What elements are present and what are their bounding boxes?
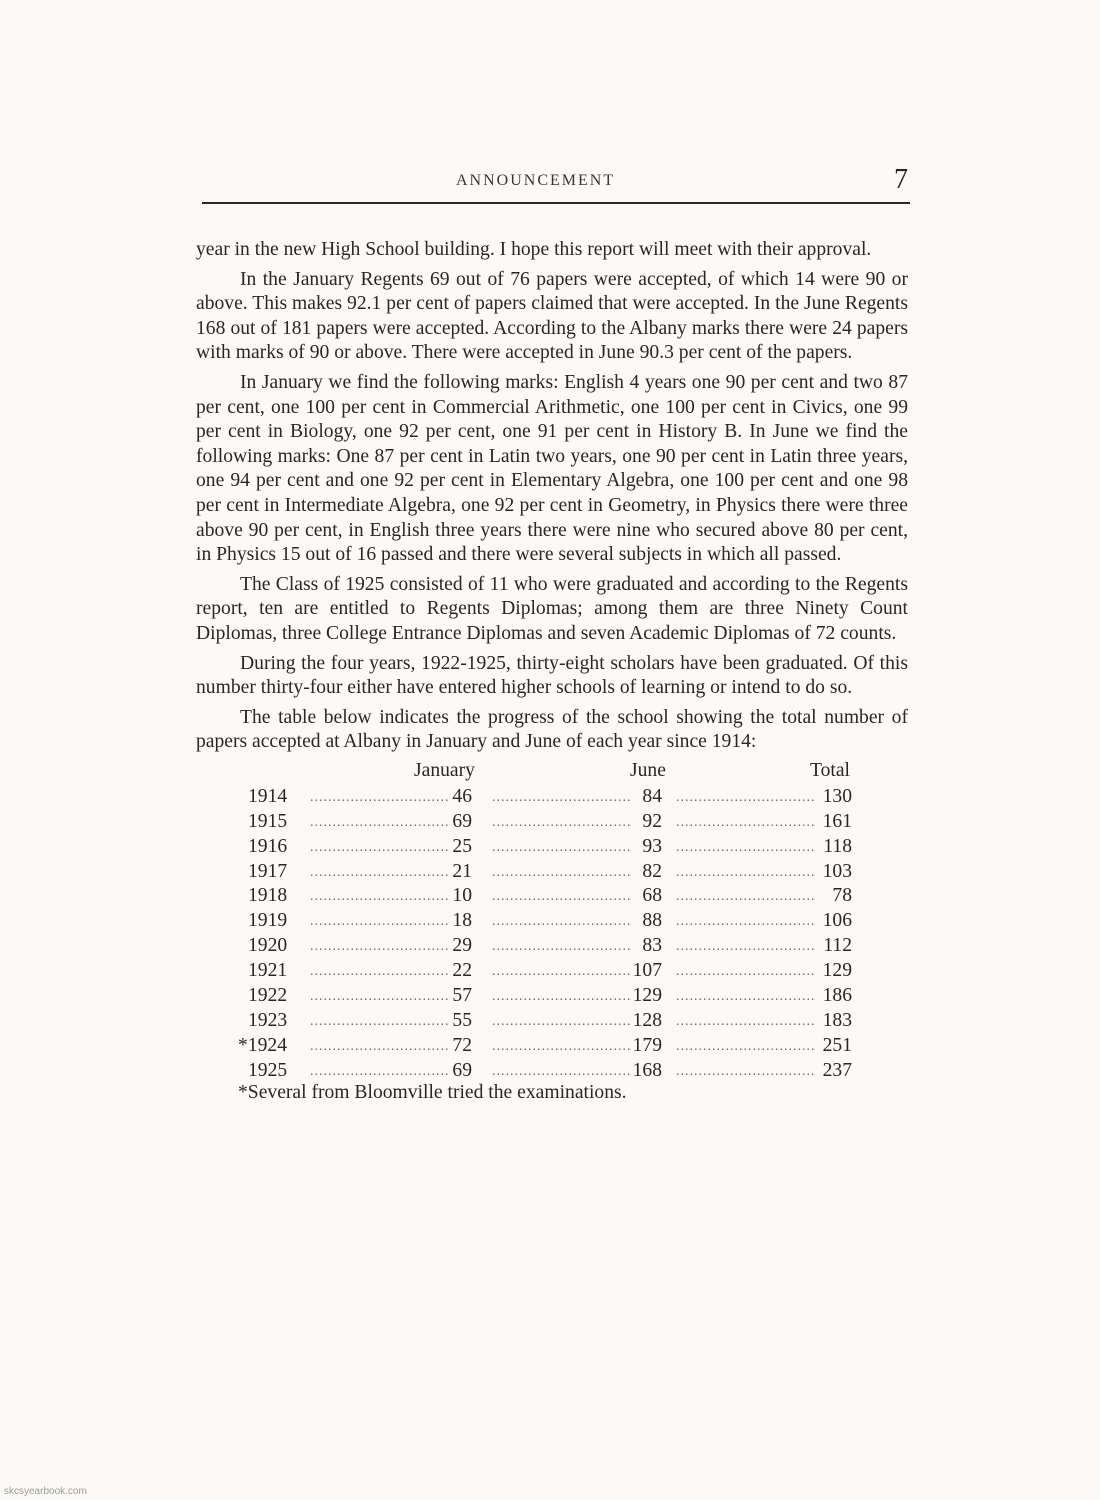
leader-dots: ............................... xyxy=(676,989,816,1005)
total-cell: 103 xyxy=(822,860,852,882)
june-cell: 107 xyxy=(632,960,662,982)
june-cell: 128 xyxy=(632,1009,662,1031)
total-cell: 112 xyxy=(823,935,852,957)
leader-dots: ............................... xyxy=(310,814,450,830)
leader-dots: ............................... xyxy=(676,889,816,905)
body-text xyxy=(196,238,908,755)
january-cell: 21 xyxy=(452,860,472,882)
total-cell: 251 xyxy=(822,1034,852,1056)
january-cell: 18 xyxy=(452,910,472,932)
table-row xyxy=(196,811,908,836)
paragraph: In the January Regents 69 out of 76 papers were accepted, of which 14 were 90 or above. This makes 92.1 per cent of papers claimed that were accepted. In the June Regents 168 out of 181 papers were accepted. According to the Albany marks there were 24 papers with marks of 90 or above. There were accepted in June 90.3 per cent of the papers. xyxy=(196,268,908,364)
paragraph: In January we find the following marks: English 4 years one 90 per cent and two 87 per cent, one 100 per cent in Commercial Arithmetic, one 100 per cent in Civics, one 99 per cent in Biology, one 92 per cent, one 91 per cent in History B. In June we find the following marks: One 87 per cent in Latin two years, one 90 per cent in Latin three years, one 94 per cent and one 92 per cent in Elementary Algebra, one 100 per cent and one 98 per cent in Intermediate Algebra, one 92 per cent in Geometry, in Physics there were three above 90 per cent, in English three years there were nine who secured above 80 per cent, in Physics 15 out of 16 passed and there were several subjects in which all passed. xyxy=(196,371,908,566)
leader-dots: ............................... xyxy=(492,789,632,805)
leader-dots: ............................... xyxy=(492,1038,632,1054)
header-rule xyxy=(202,202,910,204)
june-cell: 129 xyxy=(632,985,662,1007)
leader-dots: ............................... xyxy=(492,989,632,1005)
page-header xyxy=(196,166,908,200)
total-cell: 78 xyxy=(832,885,852,907)
leader-dots: ............................... xyxy=(310,839,450,855)
leader-dots: ............................... xyxy=(310,864,450,880)
page-number: 7 xyxy=(894,164,908,195)
paragraph: During the four years, 1922-1925, thirty-eight scholars have been graduated. Of this number thirty-four either have entered higher schools of learning or intend to do so. xyxy=(196,652,908,699)
year-cell: 1917 xyxy=(248,860,288,882)
table-row xyxy=(196,985,908,1010)
table-row xyxy=(196,885,908,910)
leader-dots: ............................... xyxy=(676,914,816,930)
june-cell: 179 xyxy=(632,1034,662,1056)
total-cell: 237 xyxy=(822,1059,852,1081)
leader-dots: ............................... xyxy=(492,939,632,955)
year-cell: 1919 xyxy=(248,910,288,932)
leader-dots: ............................... xyxy=(310,914,450,930)
year-cell: 1915 xyxy=(248,810,288,832)
year-cell: *1924 xyxy=(238,1034,287,1056)
leader-dots: ............................... xyxy=(310,1063,450,1079)
table-row xyxy=(196,960,908,985)
year-cell: 1914 xyxy=(248,785,288,807)
total-cell: 129 xyxy=(822,960,852,982)
total-cell: 186 xyxy=(822,985,852,1007)
year-cell: 1922 xyxy=(248,985,288,1007)
june-cell: 84 xyxy=(642,785,662,807)
january-cell: 29 xyxy=(452,935,472,957)
total-cell: 183 xyxy=(822,1009,852,1031)
year-cell: 1920 xyxy=(248,935,288,957)
table-row xyxy=(196,836,908,861)
january-cell: 46 xyxy=(452,785,472,807)
january-cell: 72 xyxy=(452,1034,472,1056)
january-cell: 57 xyxy=(452,985,472,1007)
year-cell: 1916 xyxy=(248,835,288,857)
paragraph: year in the new High School building. I hope this report will meet with their approval. xyxy=(196,239,872,260)
document-page xyxy=(196,164,908,1103)
header-june: June xyxy=(630,759,666,781)
table-row xyxy=(196,861,908,886)
leader-dots: ............................... xyxy=(492,1013,632,1029)
leader-dots: ............................... xyxy=(310,789,450,805)
january-cell: 22 xyxy=(452,960,472,982)
january-cell: 25 xyxy=(452,835,472,857)
header-total: Total xyxy=(810,759,850,781)
paragraph: The table below indicates the progress of the school showing the total number of papers accepted at Albany in January and June of each year since 1914: xyxy=(196,706,908,753)
leader-dots: ............................... xyxy=(492,964,632,980)
header-january: January xyxy=(414,759,475,781)
leader-dots: ............................... xyxy=(676,839,816,855)
january-cell: 69 xyxy=(452,1059,472,1081)
table-row xyxy=(196,1010,908,1035)
leader-dots: ............................... xyxy=(676,814,816,830)
leader-dots: ............................... xyxy=(310,939,450,955)
june-cell: 88 xyxy=(642,910,662,932)
leader-dots: ............................... xyxy=(310,1013,450,1029)
january-cell: 69 xyxy=(452,810,472,832)
leader-dots: ............................... xyxy=(310,889,450,905)
leader-dots: ............................... xyxy=(492,1063,632,1079)
leader-dots: ............................... xyxy=(492,914,632,930)
leader-dots: ............................... xyxy=(676,1013,816,1029)
watermark: skcsyearbook.com xyxy=(4,1486,87,1497)
leader-dots: ............................... xyxy=(492,889,632,905)
june-cell: 92 xyxy=(642,810,662,832)
papers-table xyxy=(196,759,908,1103)
leader-dots: ............................... xyxy=(492,864,632,880)
january-cell: 55 xyxy=(452,1009,472,1031)
leader-dots: ............................... xyxy=(310,1038,450,1054)
year-cell: 1925 xyxy=(248,1059,288,1081)
paragraph: The Class of 1925 consisted of 11 who were graduated and according to the Regents report, ten are entitled to Regents Diplomas; among them are three Ninety Count Diplomas, three College Entrance Diplomas and seven Academic Diplomas of 72 counts. xyxy=(196,573,908,644)
table-row xyxy=(196,910,908,935)
leader-dots: ............................... xyxy=(310,989,450,1005)
year-cell: 1923 xyxy=(248,1009,288,1031)
leader-dots: ............................... xyxy=(676,939,816,955)
june-cell: 93 xyxy=(642,835,662,857)
leader-dots: ............................... xyxy=(492,839,632,855)
table-row xyxy=(196,786,908,811)
leader-dots: ............................... xyxy=(676,864,816,880)
total-cell: 130 xyxy=(822,785,852,807)
table-header xyxy=(196,760,908,786)
june-cell: 168 xyxy=(632,1059,662,1081)
leader-dots: ............................... xyxy=(676,964,816,980)
table-footnote: *Several from Bloomville tried the examinations. xyxy=(238,1081,627,1103)
total-cell: 118 xyxy=(823,835,852,857)
year-cell: 1918 xyxy=(248,885,288,907)
june-cell: 68 xyxy=(642,885,662,907)
running-head: ANNOUNCEMENT xyxy=(456,172,616,189)
leader-dots: ............................... xyxy=(676,1063,816,1079)
total-cell: 106 xyxy=(822,910,852,932)
june-cell: 82 xyxy=(642,860,662,882)
june-cell: 83 xyxy=(642,935,662,957)
leader-dots: ............................... xyxy=(676,789,816,805)
leader-dots: ............................... xyxy=(310,964,450,980)
leader-dots: ............................... xyxy=(492,814,632,830)
leader-dots: ............................... xyxy=(676,1038,816,1054)
total-cell: 161 xyxy=(822,810,852,832)
table-row xyxy=(196,935,908,960)
year-cell: 1921 xyxy=(248,960,288,982)
table-row xyxy=(196,1035,908,1060)
january-cell: 10 xyxy=(452,885,472,907)
